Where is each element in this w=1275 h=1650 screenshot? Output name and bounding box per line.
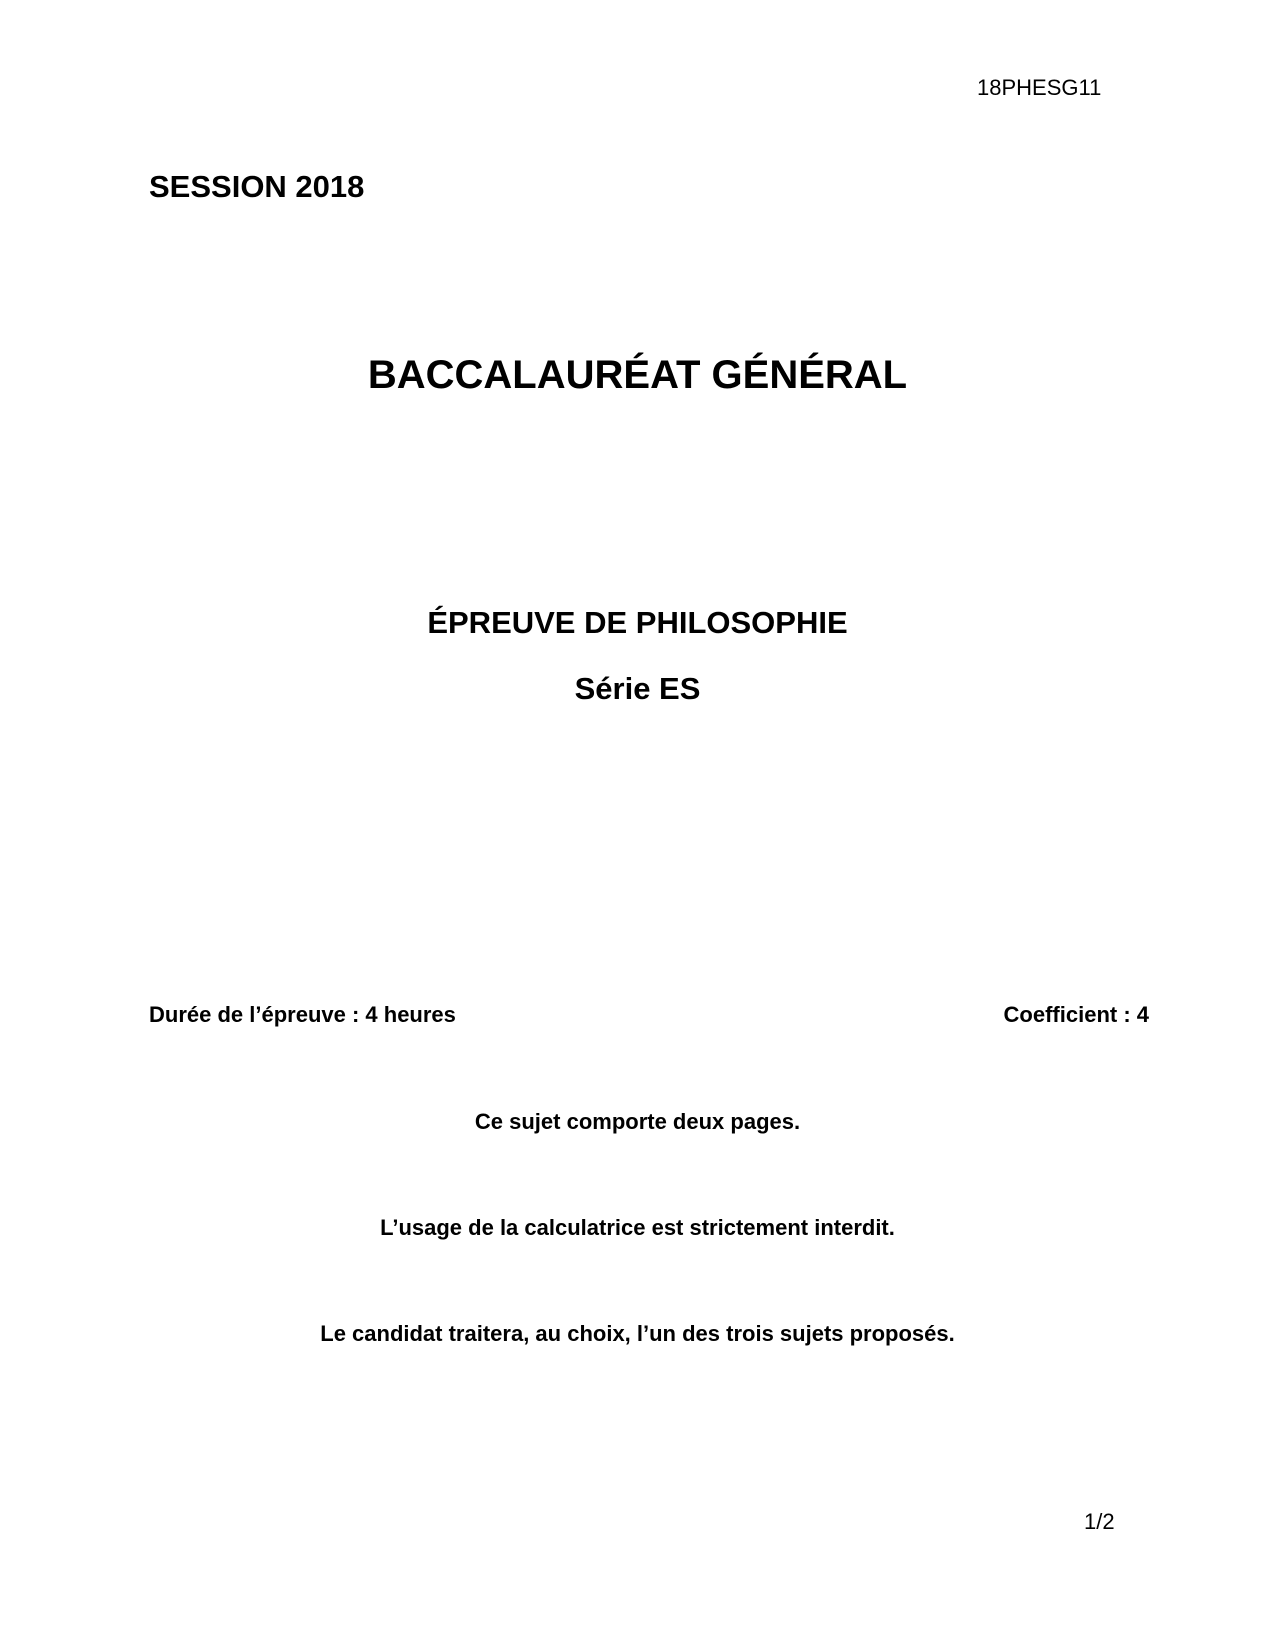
session-heading: SESSION 2018: [149, 169, 365, 204]
instruction-page-count: Ce sujet comporte deux pages.: [474, 1109, 801, 1134]
instruction-subject-choice: Le candidat traitera, au choix, l’un des trois sujets proposés.: [320, 1321, 955, 1346]
instruction-calculator: L’usage de la calculatrice est strictement interdit.: [380, 1215, 895, 1240]
exam-series: Série ES: [574, 671, 701, 706]
exam-coefficient: Coefficient : 4: [1003, 1002, 1149, 1027]
page-title: BACCALAURÉAT GÉNÉRAL: [367, 353, 908, 397]
exam-subject: ÉPREUVE DE PHILOSOPHIE: [427, 605, 848, 640]
exam-duration: Durée de l’épreuve : 4 heures: [149, 1002, 456, 1027]
page-number: 1/2: [1084, 1509, 1115, 1534]
document-code: 18PHESG11: [977, 75, 1102, 100]
